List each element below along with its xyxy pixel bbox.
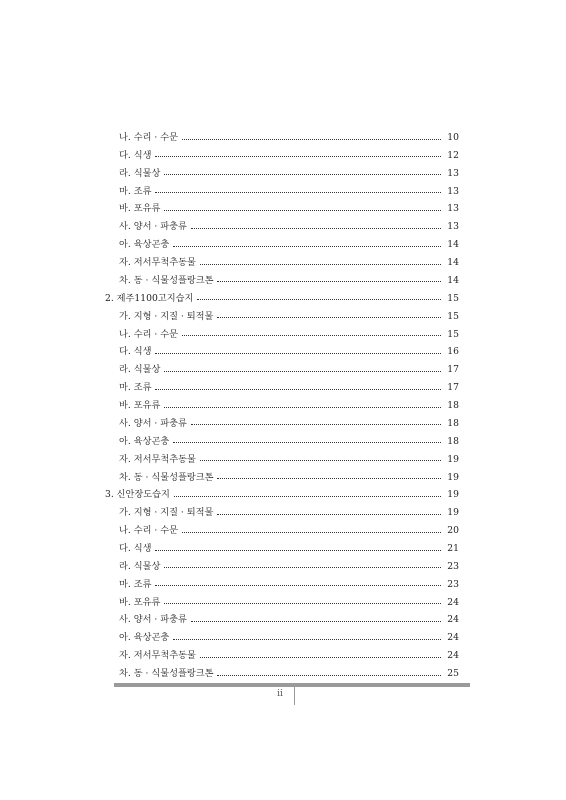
toc-leader-dots — [155, 550, 441, 551]
toc-entry-page: 18 — [447, 435, 459, 447]
toc-entry-page: 16 — [447, 346, 459, 358]
toc-entry[interactable] — [119, 202, 459, 216]
toc-entry-page: 24 — [447, 650, 459, 662]
toc-entry-page: 15 — [447, 292, 459, 304]
toc-entry-page: 14 — [447, 239, 459, 251]
toc-entry[interactable] — [119, 649, 459, 663]
toc-entry-page: 19 — [447, 471, 459, 483]
toc-entry-page: 12 — [447, 149, 459, 161]
toc-entry-label: 사. 양서 · 파충류 — [119, 221, 187, 233]
toc-entry-label: 아. 육상곤충 — [119, 435, 170, 447]
toc-entry-label: 바. 포유류 — [119, 596, 161, 608]
toc-entry[interactable] — [119, 471, 459, 485]
toc-entry[interactable] — [119, 345, 459, 359]
toc-leader-dots — [173, 442, 441, 443]
page-number: ii — [277, 689, 283, 699]
toc-entry-label: 아. 육상곤충 — [119, 632, 170, 644]
toc-leader-dots — [155, 192, 441, 193]
toc-entry[interactable] — [119, 256, 459, 270]
toc-entry[interactable] — [119, 578, 459, 592]
footer-rule — [114, 683, 470, 687]
toc-leader-dots — [155, 389, 441, 390]
toc-leader-dots — [173, 246, 441, 247]
toc-leader-dots — [191, 621, 441, 622]
toc-entry-page: 15 — [447, 310, 459, 322]
toc-entry[interactable] — [119, 238, 459, 252]
toc-leader-dots — [200, 657, 441, 658]
toc-entry-page: 23 — [447, 560, 459, 572]
toc-entry[interactable] — [119, 613, 459, 627]
toc-entry[interactable] — [119, 417, 459, 431]
toc-entry[interactable] — [119, 524, 459, 538]
toc-entry[interactable] — [119, 310, 459, 324]
toc-entry-label: 다. 식생 — [119, 346, 152, 358]
toc-entry-page: 13 — [447, 185, 459, 197]
toc-entry-label: 사. 양서 · 파충류 — [119, 417, 187, 429]
toc-leader-dots — [217, 514, 441, 515]
toc-entry-label: 다. 식생 — [119, 149, 152, 161]
toc-leader-dots — [155, 156, 441, 157]
toc-entry[interactable] — [105, 488, 459, 502]
toc-entry-label: 차. 동 · 식물성플랑크톤 — [119, 274, 214, 286]
toc-entry[interactable] — [119, 399, 459, 413]
toc-entry[interactable] — [119, 631, 459, 645]
toc-entry-label: 나. 수리 · 수문 — [119, 132, 178, 143]
toc-entry-label: 자. 저서무척추동물 — [119, 453, 196, 465]
toc-entry-page: 13 — [447, 221, 459, 233]
toc-leader-dots — [200, 264, 441, 265]
toc-entry-label: 바. 포유류 — [119, 400, 161, 412]
toc-entry-label: 자. 저서무척추동물 — [119, 257, 196, 269]
toc-leader-dots — [217, 478, 441, 479]
toc-entry-page: 19 — [447, 489, 459, 501]
toc-entry-page: 21 — [447, 543, 459, 554]
toc-leader-dots — [155, 353, 441, 354]
footer-divider — [294, 687, 295, 705]
toc-leader-dots — [164, 603, 441, 604]
toc-entry-label: 차. 동 · 식물성플랑크톤 — [119, 471, 214, 483]
toc-entry-label: 나. 수리 · 수문 — [119, 525, 178, 537]
toc-entry-label: 사. 양서 · 파충류 — [119, 614, 187, 626]
toc-entry-page: 20 — [447, 525, 459, 537]
toc-entry-page: 19 — [447, 453, 459, 465]
toc-entry-label: 2. 제주1100고지습지 — [105, 292, 194, 304]
toc-entry[interactable] — [119, 328, 459, 342]
toc-entry-page: 17 — [447, 382, 459, 394]
toc-leader-dots — [164, 567, 441, 568]
toc-entry-label: 가. 지형 · 지질 · 퇴적물 — [119, 310, 214, 322]
toc-leader-dots — [174, 496, 441, 497]
toc-entry-page: 25 — [447, 668, 459, 680]
toc-entry-label: 라. 식물상 — [119, 560, 161, 572]
toc-leader-dots — [164, 174, 441, 175]
toc-entry[interactable] — [119, 435, 459, 449]
toc-entry-page: 10 — [447, 132, 459, 143]
toc-entry[interactable] — [119, 560, 459, 574]
toc-entry[interactable] — [119, 381, 459, 395]
toc-entry[interactable] — [119, 542, 459, 556]
toc-entry-label: 나. 수리 · 수문 — [119, 328, 178, 340]
toc-entry-page: 24 — [447, 632, 459, 644]
toc-entry-label: 아. 육상곤충 — [119, 239, 170, 251]
toc-leader-dots — [164, 371, 441, 372]
toc-entry[interactable] — [119, 131, 459, 145]
toc-entry[interactable] — [105, 292, 459, 306]
toc-entry-label: 가. 지형 · 지질 · 퇴적물 — [119, 507, 214, 519]
toc-leader-dots — [217, 675, 441, 676]
toc-entry-page: 14 — [447, 274, 459, 286]
toc-leader-dots — [217, 281, 441, 282]
toc-leader-dots — [191, 228, 441, 229]
toc-entry-label: 마. 조류 — [119, 578, 152, 590]
toc-entry-label: 3. 신안장도습지 — [105, 489, 170, 501]
toc-entry-page: 18 — [447, 400, 459, 412]
toc-leader-dots — [182, 335, 441, 336]
toc-leader-dots — [173, 639, 441, 640]
toc-leader-dots — [164, 407, 441, 408]
toc-entry-page: 13 — [447, 167, 459, 179]
toc-entry[interactable] — [119, 185, 459, 199]
toc-entry[interactable] — [119, 667, 459, 681]
toc-entry-page: 17 — [447, 364, 459, 376]
toc-entry-page: 18 — [447, 417, 459, 429]
toc-leader-dots — [164, 210, 441, 211]
toc-entry[interactable] — [119, 220, 459, 234]
toc-leader-dots — [182, 532, 441, 533]
toc-leader-dots — [217, 317, 441, 318]
toc-entry-label: 마. 조류 — [119, 382, 152, 394]
toc-entry-label: 바. 포유류 — [119, 203, 161, 215]
toc-entry-label: 마. 조류 — [119, 185, 152, 197]
toc-entry-label: 라. 식물상 — [119, 364, 161, 376]
toc-entry[interactable] — [119, 453, 459, 467]
toc-leader-dots — [155, 585, 441, 586]
toc-entry[interactable] — [119, 274, 459, 288]
toc-entry-page: 24 — [447, 614, 459, 626]
toc-entry-label: 차. 동 · 식물성플랑크톤 — [119, 668, 214, 680]
toc-entry[interactable] — [119, 506, 459, 520]
toc-entry-page: 14 — [447, 257, 459, 269]
toc-entry[interactable] — [119, 149, 459, 163]
toc-entry-label: 자. 저서무척추동물 — [119, 650, 196, 662]
toc-leader-dots — [182, 139, 441, 140]
toc-entry-page: 13 — [447, 203, 459, 215]
toc-entry-page: 15 — [447, 328, 459, 340]
toc-leader-dots — [191, 424, 441, 425]
toc-entry-page: 24 — [447, 596, 459, 608]
toc-entry-label: 라. 식물상 — [119, 167, 161, 179]
toc-entry-page: 23 — [447, 578, 459, 590]
toc-leader-dots — [197, 299, 441, 300]
toc-entry-page: 19 — [447, 507, 459, 519]
toc-entry[interactable] — [119, 596, 459, 610]
toc-entry-label: 다. 식생 — [119, 543, 152, 554]
toc-entry[interactable] — [119, 167, 459, 181]
toc-entry[interactable] — [119, 363, 459, 377]
toc-leader-dots — [200, 460, 441, 461]
